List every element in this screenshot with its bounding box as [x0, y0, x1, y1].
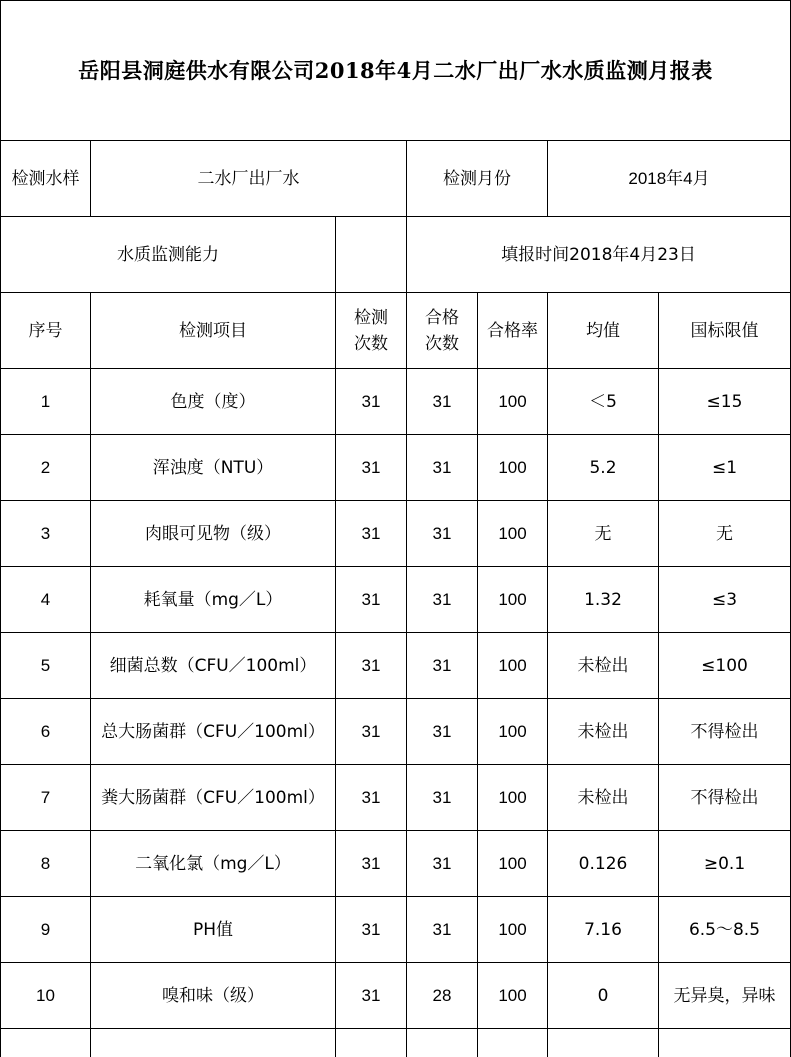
- row-8-pass: 31: [432, 853, 452, 873]
- row-3-item: 肉眼可见物（级）: [145, 523, 281, 544]
- header-item: 检测项目: [179, 320, 247, 341]
- row-4-pass: 31: [432, 589, 452, 609]
- header-limit: 国标限值: [690, 320, 759, 341]
- row-10-mean: 0: [597, 985, 609, 1006]
- row-7-seq: 7: [40, 787, 51, 807]
- capability-label: 水质监测能力: [117, 244, 219, 265]
- row-1-seq: 1: [40, 391, 51, 411]
- row-9-mean: 7.16: [584, 919, 622, 940]
- row-5-item: 细菌总数（CFU／100ml）: [109, 655, 317, 676]
- row-6-rate: 100: [498, 721, 527, 741]
- row-6-item: 总大肠菌群（CFU／100ml）: [101, 721, 325, 742]
- row-3-seq: 3: [40, 523, 51, 543]
- header-mean: 均值: [586, 320, 620, 341]
- row-1-pass: 31: [432, 391, 452, 411]
- fill-time: 填报时间2018年4月23日: [501, 244, 696, 265]
- row-6-pass: 31: [432, 721, 452, 741]
- row-7-mean: 未检出: [577, 787, 629, 808]
- sample-label: 检测水样: [11, 168, 80, 189]
- row-3-rate: 100: [498, 523, 527, 543]
- header-pass: [407, 293, 477, 368]
- row-9-seq: 9: [40, 919, 51, 939]
- report-title: 岳阳县洞庭供水有限公司2018年4月二水厂出厂水水质监测月报表: [78, 57, 713, 83]
- row-9-limit: 6.5～8.5: [688, 919, 761, 940]
- row-6-count: 31: [361, 721, 381, 741]
- header-count-line2: 次数: [354, 333, 388, 354]
- row-2-seq: 2: [40, 457, 51, 477]
- month-value: 2018年4月: [628, 168, 710, 188]
- header-rate: 合格率: [487, 320, 538, 341]
- row-5-mean: 未检出: [577, 655, 629, 676]
- row-4-seq: 4: [40, 589, 51, 609]
- row-8-item: 二氧化氯（mg／L）: [135, 853, 291, 874]
- row-1-rate: 100: [498, 391, 527, 411]
- row-9-item: PH值: [192, 919, 234, 940]
- grid-line: [0, 1028, 791, 1029]
- capability-blank: [336, 217, 406, 292]
- row-1-count: 31: [361, 391, 381, 411]
- row-10-count: 31: [361, 985, 381, 1005]
- row-8-count: 31: [361, 853, 381, 873]
- row-1-mean: ＜5: [589, 391, 617, 412]
- row-2-mean: 5.2: [589, 457, 617, 478]
- row-5-rate: 100: [498, 655, 527, 675]
- row-7-count: 31: [361, 787, 381, 807]
- row-7-item: 粪大肠菌群（CFU／100ml）: [101, 787, 325, 808]
- row-9-count: 31: [361, 919, 381, 939]
- row-1-limit: ≤15: [706, 391, 743, 412]
- row-8-mean: 0.126: [578, 853, 628, 874]
- row-5-pass: 31: [432, 655, 452, 675]
- row-2-pass: 31: [432, 457, 452, 477]
- row-3-mean: 无: [594, 523, 612, 544]
- row-2-item: 浑浊度（NTU）: [152, 457, 274, 478]
- row-3-limit: 无: [716, 523, 733, 544]
- header-seq: 序号: [28, 320, 63, 341]
- row-10-rate: 100: [498, 985, 527, 1005]
- row-1-item: 色度（度）: [170, 391, 256, 412]
- row-10-limit: 无异臭，异味: [673, 985, 776, 1006]
- row-10-item: 嗅和味（级）: [162, 985, 264, 1006]
- row-6-limit: 不得检出: [690, 721, 759, 742]
- row-4-item: 耗氧量（mg／L）: [143, 589, 283, 610]
- row-4-rate: 100: [498, 589, 527, 609]
- row-2-rate: 100: [498, 457, 527, 477]
- row-10-pass: 28: [432, 985, 452, 1005]
- row-5-count: 31: [361, 655, 381, 675]
- row-6-mean: 未检出: [577, 721, 629, 742]
- row-7-rate: 100: [498, 787, 527, 807]
- header-count-line1: 检测: [354, 307, 388, 328]
- header-count: [336, 293, 406, 368]
- month-label: 检测月份: [443, 168, 511, 189]
- row-5-limit: ≤100: [701, 655, 748, 676]
- row-8-limit: ≥0.1: [703, 853, 746, 874]
- row-2-count: 31: [361, 457, 381, 477]
- row-4-count: 31: [361, 589, 381, 609]
- row-3-count: 31: [361, 523, 381, 543]
- row-3-pass: 31: [432, 523, 452, 543]
- row-5-seq: 5: [40, 655, 51, 675]
- row-8-seq: 8: [40, 853, 51, 873]
- sample-value: 二水厂出厂水: [197, 168, 300, 189]
- row-9-rate: 100: [498, 919, 527, 939]
- row-6-seq: 6: [40, 721, 51, 741]
- row-10-seq: 10: [36, 985, 55, 1005]
- header-pass-line2: 次数: [425, 333, 459, 354]
- header-pass-line1: 合格: [425, 307, 459, 328]
- row-7-pass: 31: [432, 787, 452, 807]
- row-7-limit: 不得检出: [690, 787, 759, 808]
- row-2-limit: ≤1: [711, 457, 738, 478]
- row-8-rate: 100: [498, 853, 527, 873]
- row-9-pass: 31: [432, 919, 452, 939]
- row-4-limit: ≤3: [711, 589, 738, 610]
- row-4-mean: 1.32: [584, 589, 622, 610]
